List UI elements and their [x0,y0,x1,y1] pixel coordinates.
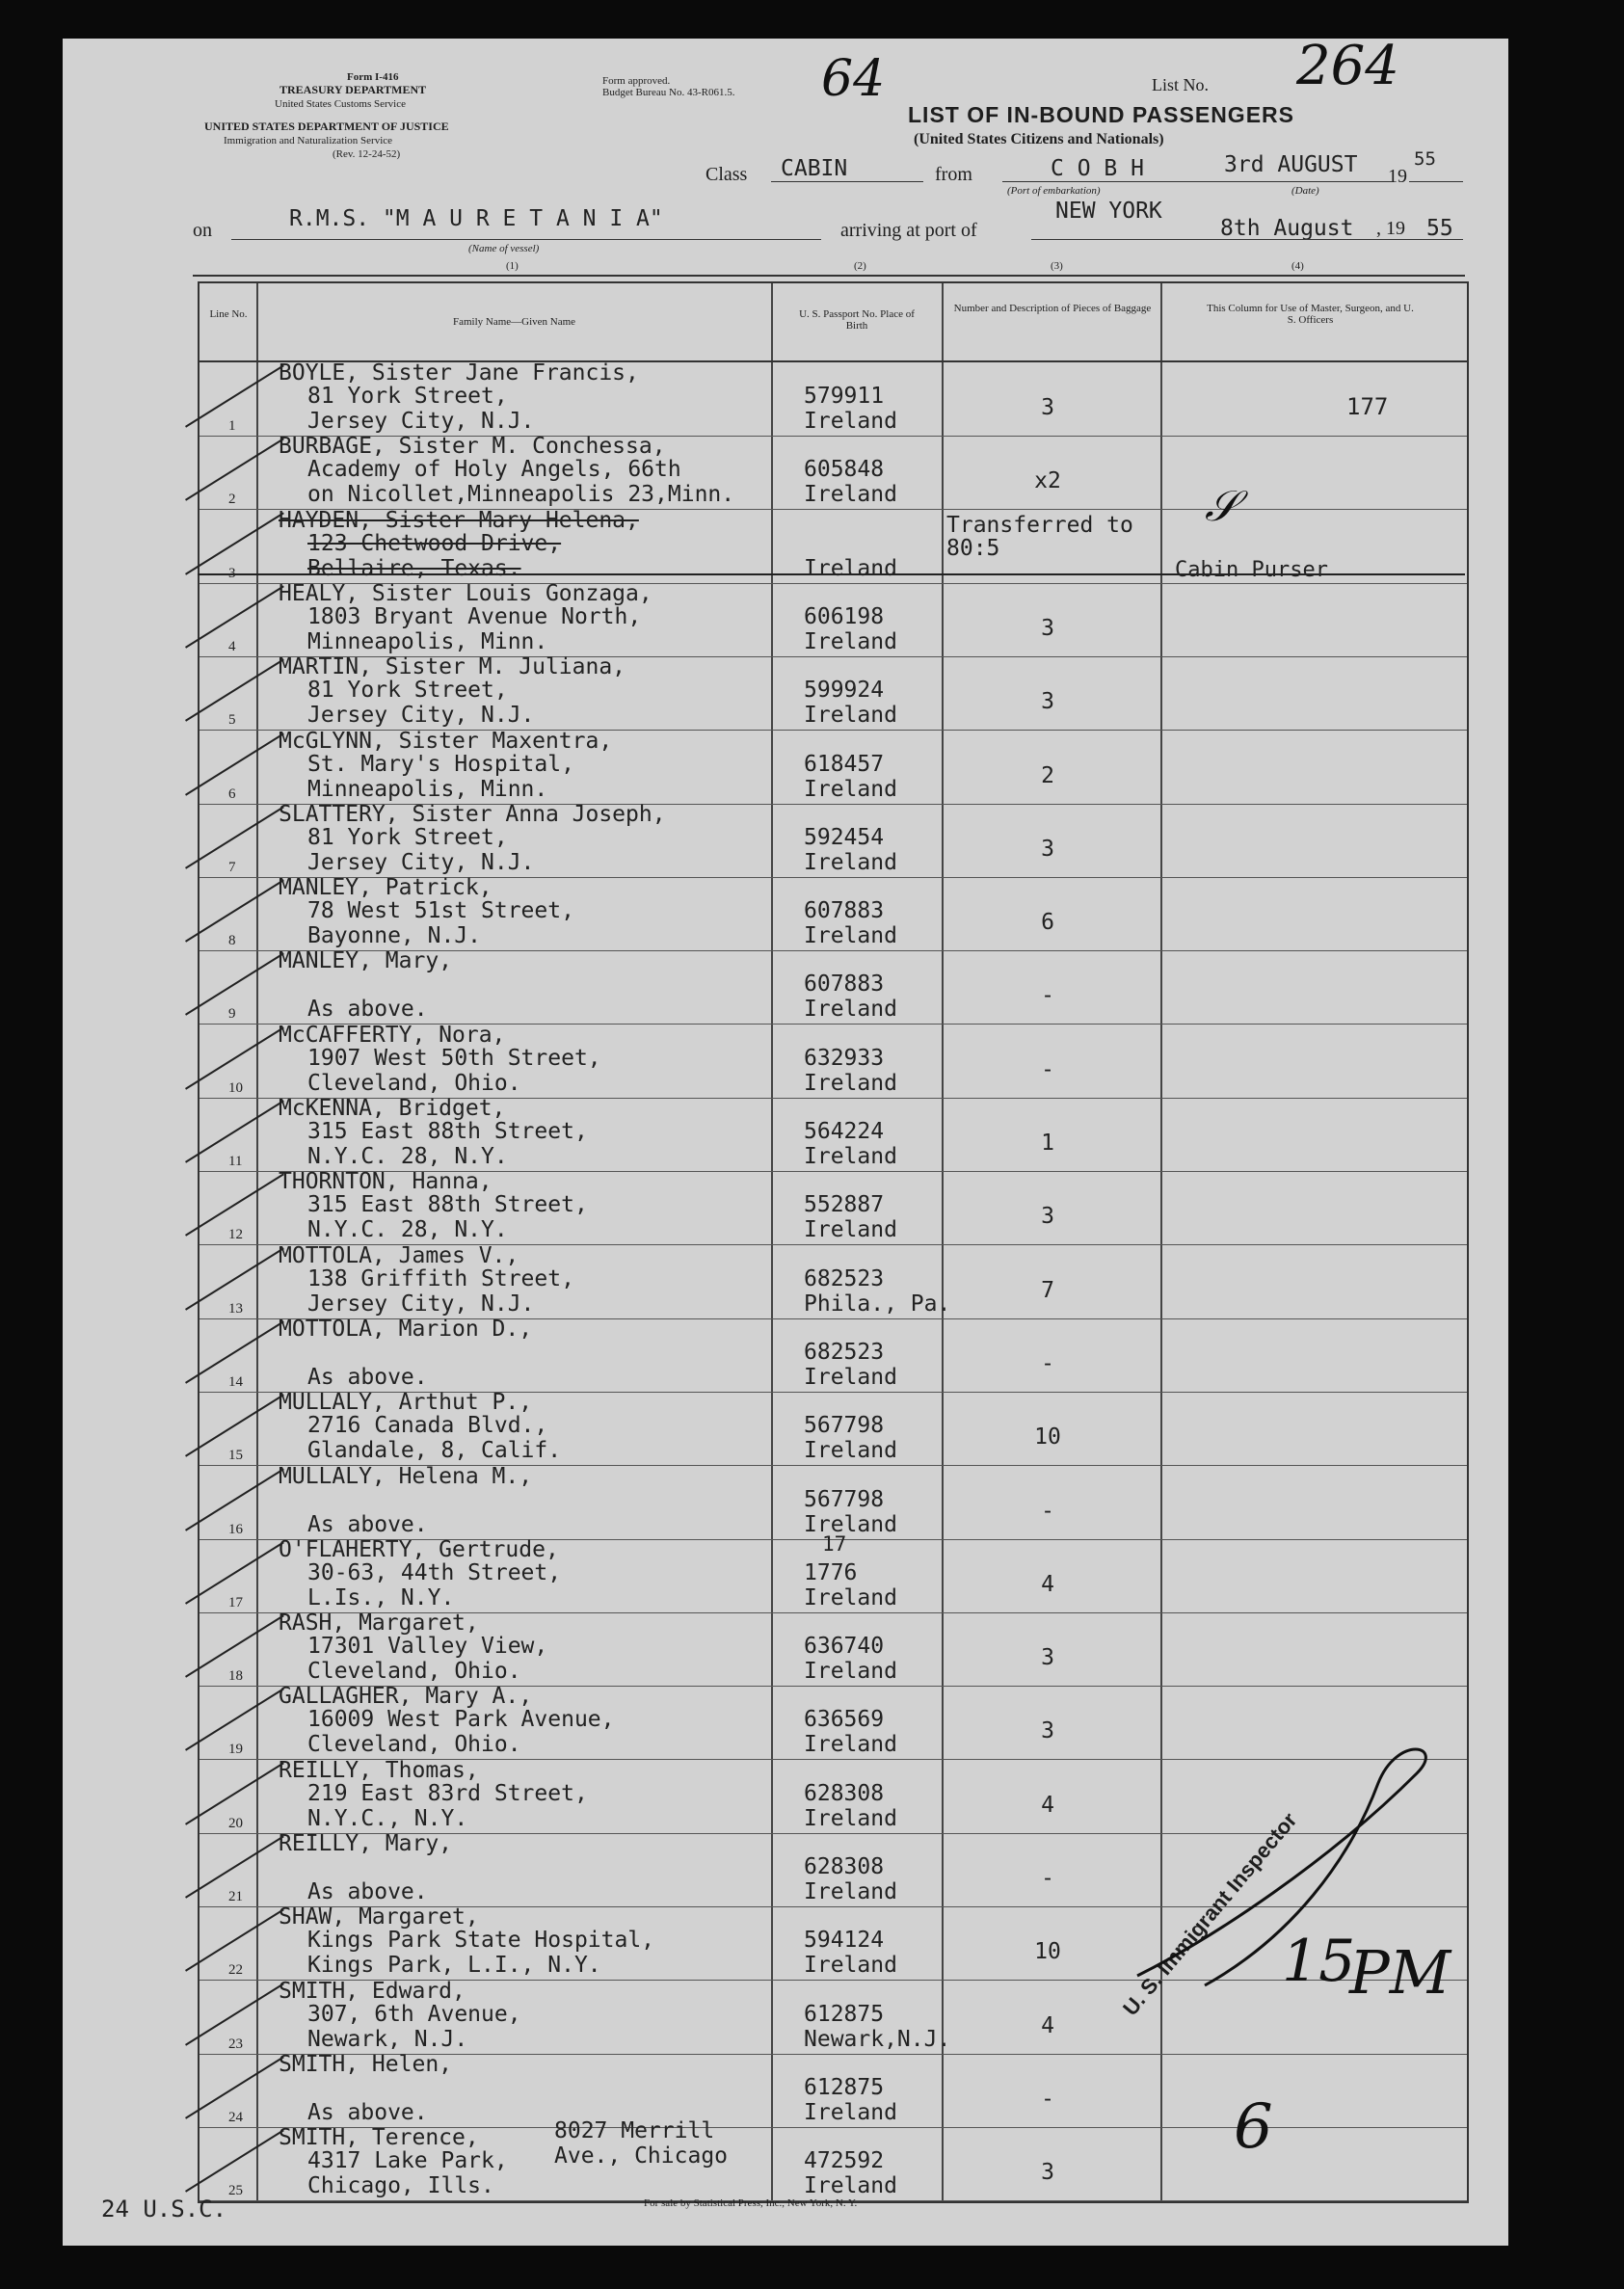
line-number: 5 [228,712,236,729]
place-of-birth: Ireland [804,776,897,802]
address-line-2: Bellaire, Texas. [307,555,521,581]
table-row [200,1612,1467,1686]
passport-number: 628308 [804,1854,885,1879]
line-number: 4 [228,638,236,654]
address-line-1: 17301 Valley View, [307,1634,548,1660]
passport-number: 552887 [804,1192,885,1218]
baggage-count: 4 [1041,1571,1054,1597]
passenger-name: BOYLE, Sister Jane Francis, [279,360,639,386]
statute-reference: 24 U.S.C. [101,2196,227,2222]
address-line-2: Newark, N.J. [307,2026,468,2052]
line-number: 18 [228,1668,243,1685]
line-number: 9 [228,1006,236,1023]
passport-number: 605848 [804,457,885,483]
address-line-1: 315 East 88th Street, [307,1119,588,1144]
passport-number: 682523 [804,1265,885,1291]
page-title: LIST OF IN-BOUND PASSENGERS [908,102,1294,127]
baggage-count: 3 [1041,2160,1054,2186]
table-row [200,801,1467,877]
baggage-count: 3 [1041,1204,1054,1230]
arrival-date: 8th August [1220,216,1354,241]
table-row [200,2051,1467,2127]
passenger-name: SMITH, Helen, [279,2051,453,2077]
justice-label: UNITED STATES DEPARTMENT OF JUSTICE [204,120,449,133]
place-of-birth: Newark,N.J. [804,2026,951,2052]
line-number: 2 [228,492,236,508]
passenger-name: O'FLAHERTY, Gertrude, [279,1536,559,1562]
place-of-birth: Ireland [804,1584,897,1610]
address-line-1: 219 East 83rd Street, [307,1780,588,1806]
date-caption: (Date) [1291,185,1319,197]
baggage-count: 4 [1041,2012,1054,2038]
vessel-underline [231,239,821,240]
line-number: 6 [228,785,236,802]
place-of-birth: Ireland [804,923,897,949]
address-line-1: 123 Chetwood Drive, [307,530,562,556]
passenger-name: RASH, Margaret, [279,1610,479,1637]
arriving-label: arriving at port of [840,220,977,241]
passport-number: 1776 [804,1559,858,1585]
place-of-birth: Ireland [804,1879,897,1904]
baggage-count: 3 [1041,1645,1054,1671]
passport-number: 632933 [804,1045,885,1071]
form-approved: Form approved. [602,75,671,87]
place-of-birth: Ireland [804,2173,897,2199]
vessel-name: R.M.S. "M A U R E T A N I A" [289,206,663,231]
from-label: from [935,164,972,185]
passenger-name: McCAFFERTY, Nora, [279,1022,506,1048]
cancelled-row-strike [198,573,1465,575]
address-line-2: Jersey City, N.J. [307,703,535,729]
time-hour: 6 [1234,2091,1273,2163]
place-of-birth: Ireland [804,1438,897,1464]
address-line-1: 30-63, 44th Street, [307,1559,562,1585]
inspector-stamp: U. S. Immigrant Inspector [1118,1807,1302,2021]
address-line-2: Jersey City, N.J. [307,1291,535,1317]
passport-number: 682523 [804,1339,885,1365]
address-line-2: Jersey City, N.J. [307,409,535,434]
passport-number: 599924 [804,678,885,704]
table-row [200,728,1467,804]
time-minutes: 15 [1282,1928,1356,1995]
line-number: 15 [228,1448,243,1464]
table-row [200,950,1467,1024]
col-header-name: Family Name—Given Name [452,316,576,328]
passport-number: 636569 [804,1707,885,1733]
passport-number: 594124 [804,1928,885,1954]
passenger-name: MULLALY, Helena M., [279,1463,533,1489]
table-row [200,1318,1467,1392]
smith-new-address-2: Ave., Chicago [554,2143,729,2169]
place-of-birth: Ireland [804,2099,897,2125]
line-number: 1 [228,418,236,434]
address-line-2: Chicago, Ills. [307,2173,494,2199]
address-line-1: 1907 West 50th Street, [307,1045,601,1071]
passenger-name: REILLY, Mary, [279,1831,453,1856]
revision-label: (Rev. 12-24-52) [333,148,401,160]
address-line-1: 2716 Canada Blvd., [307,1413,548,1439]
place-of-birth: Ireland [804,1070,897,1096]
place-of-birth: Ireland [804,555,897,581]
arrival-underline [1031,239,1463,240]
col-ref-1: (1) [506,260,519,272]
place-of-birth: Ireland [804,703,897,729]
treasury-label: TREASURY DEPARTMENT [280,83,427,96]
line-number: 11 [228,1154,243,1169]
baggage-count: 3 [1041,615,1054,641]
address-line-2: As above. [307,1879,428,1904]
table-row [200,1171,1467,1244]
passenger-name: McKENNA, Bridget, [279,1096,506,1121]
baggage-count: 7 [1041,1277,1054,1303]
baggage-count: - [1041,1866,1054,1891]
passport-number: 579911 [804,384,885,409]
passenger-name: GALLAGHER, Mary A., [279,1684,533,1710]
page-subtitle: (United States Citizens and Nationals) [914,131,1164,147]
table-row [200,436,1467,509]
passenger-name: MARTIN, Sister M. Juliana, [279,654,626,680]
arrival-port: NEW YORK [1055,199,1162,224]
address-line-2: Cleveland, Ohio. [307,1732,521,1758]
table-row [200,2127,1467,2200]
passenger-name: SHAW, Margaret, [279,1904,479,1930]
year-underline [1409,181,1463,182]
form-number: Form I-416 [347,71,399,83]
place-of-birth: Ireland [804,1953,897,1979]
vessel-caption: (Name of vessel) [468,243,540,254]
passenger-name: REILLY, Thomas, [279,1757,479,1783]
row17-annotation: 17 [822,1532,847,1556]
line-number: 12 [228,1227,243,1243]
from-value: C O B H [1051,156,1144,181]
baggage-count: x2 [1034,468,1061,494]
table-row [200,1463,1467,1539]
address-line-1: 78 West 51st Street, [307,898,574,924]
baggage-count: - [1041,1056,1054,1082]
col-header-baggage: Number and Description of Pieces of Baggage [953,303,1152,314]
passport-number: 612875 [804,2001,885,2027]
baggage-count: 3 [1041,1718,1054,1744]
passport-number: 607883 [804,971,885,998]
address-line-1: 4317 Lake Park, [307,2148,508,2174]
passport-number: 592454 [804,824,885,850]
line-number: 14 [228,1373,243,1390]
from-underline [1002,181,1393,182]
passenger-name: MOTTOLA, James V., [279,1242,519,1268]
smith-new-address-1: 8027 Merrill [554,2118,715,2143]
table-row [200,1242,1467,1318]
passport-number: 606198 [804,603,885,629]
class-label: Class [706,164,748,185]
passport-number: 564224 [804,1119,885,1144]
printer-credit: For sale by Statistical Press, Inc., New York, N. Y. [644,2197,858,2209]
baggage-note: Transferred to 80:5 [946,512,1133,561]
place-of-birth: Ireland [804,1805,897,1831]
line-number: 7 [228,859,236,875]
place-of-birth: Ireland [804,482,897,508]
on-label: on [193,220,212,241]
col-header-line: Line No. [209,308,248,320]
line-number: 3 [228,565,236,581]
passport-number: 567798 [804,1413,885,1439]
passenger-name: SMITH, Terence, [279,2125,479,2151]
passport-number: 618457 [804,751,885,777]
place-of-birth: Ireland [804,997,897,1023]
address-line-2: As above. [307,2099,428,2125]
line-number: 13 [228,1300,243,1317]
passport-number: 472592 [804,2148,885,2174]
passport-number: 567798 [804,1486,885,1512]
line-number: 20 [228,1815,243,1831]
baggage-count: - [1041,2086,1054,2112]
address-line-1: 81 York Street, [307,384,508,409]
list-no-value: 264 [1296,35,1399,97]
baggage-count: - [1041,1498,1054,1524]
address-line-2: Bayonne, N.J. [307,923,482,949]
place-of-birth: Ireland [804,1511,897,1537]
address-line-2: As above. [307,1364,428,1390]
table-row [200,1098,1467,1171]
class-underline [771,181,923,182]
col-header-officers: This Column for Use of Master, Surgeon, and U. S. Officers [1207,303,1414,326]
address-line-1: Academy of Holy Angels, 66th [307,457,681,483]
address-line-2: As above. [307,1511,428,1537]
place-of-birth: Ireland [804,849,897,875]
baggage-count: 3 [1041,836,1054,862]
address-line-2: Minneapolis, Minn. [307,628,548,654]
address-line-2: Jersey City, N.J. [307,849,535,875]
address-line-2: Cleveland, Ohio. [307,1659,521,1685]
officer-note: Cabin Purser [1175,557,1328,582]
place-of-birth: Phila., Pa. [804,1291,951,1317]
address-line-2: L.Is., N.Y. [307,1584,455,1610]
table-row [200,656,1467,730]
line-number: 10 [228,1079,243,1096]
year-prefix: 19 [1388,166,1407,187]
place-of-birth: Ireland [804,1732,897,1758]
address-line-1: 307, 6th Avenue, [307,2001,521,2027]
arrival-year: 55 [1426,216,1453,241]
address-line-1: 138 Griffith Street, [307,1265,574,1291]
place-of-birth: Ireland [804,1659,897,1685]
purser-signature: 𝒮 [1205,482,1238,531]
baggage-count: 10 [1034,1939,1061,1965]
address-line-1: 16009 West Park Avenue, [307,1707,615,1733]
col-ref-4: (4) [1291,260,1304,272]
table-row [200,362,1467,436]
address-line-2: N.Y.C. 28, N.Y. [307,1144,508,1169]
list-no-label: List No. [1152,75,1210,94]
arrival-year-prefix: , 19 [1376,218,1405,239]
handwritten-number: 64 [821,50,886,108]
baggage-count: 3 [1041,689,1054,715]
passport-number: 628308 [804,1780,885,1806]
address-line-2: N.Y.C. 28, N.Y. [307,1217,508,1243]
place-of-birth: Ireland [804,409,897,434]
passenger-name: McGLYNN, Sister Maxentra, [279,728,613,754]
passenger-name: HEALY, Sister Louis Gonzaga, [279,580,652,606]
line-number: 22 [228,1962,243,1979]
from-date: 3rd AUGUST [1224,152,1358,177]
passenger-name: SMITH, Edward, [279,1978,466,2004]
col-header-passport: U. S. Passport No. Place of Birth [799,308,915,332]
table-row [200,877,1467,950]
baggage-count: - [1041,1350,1054,1376]
passenger-name: THORNTON, Hanna, [279,1169,493,1195]
place-of-birth: Ireland [804,1364,897,1390]
col-ref-3: (3) [1051,260,1063,272]
ins-label: Immigration and Naturalization Service [224,135,393,146]
address-line-1: St. Mary's Hospital, [307,751,574,777]
address-line-1: 315 East 88th Street, [307,1192,588,1218]
address-line-2: Minneapolis, Minn. [307,776,548,802]
address-line-2: N.Y.C., N.Y. [307,1805,468,1831]
passenger-name: BURBAGE, Sister M. Conchessa, [279,434,666,460]
address-line-1: 1803 Bryant Avenue North, [307,603,642,629]
place-of-birth: Ireland [804,1144,897,1169]
col-ref-2: (2) [854,260,866,272]
passport-number: 607883 [804,898,885,924]
line-number: 23 [228,2036,243,2052]
address-line-2: Glandale, 8, Calif. [307,1438,562,1464]
baggage-count: 2 [1041,762,1054,788]
passenger-name: HAYDEN, Sister Mary Helena, [279,507,639,533]
passenger-name: MOTTOLA, Marion D., [279,1316,533,1342]
line-number: 17 [228,1594,243,1610]
address-line-1: 81 York Street, [307,678,508,704]
line-number: 16 [228,1521,243,1537]
address-line-2: Cleveland, Ohio. [307,1070,521,1096]
table-row [200,580,1467,656]
table-row [200,507,1467,583]
line-number: 19 [228,1742,243,1758]
class-value: CABIN [781,156,848,181]
passenger-name: SLATTERY, Sister Anna Joseph, [279,801,666,827]
place-of-birth: Ireland [804,1217,897,1243]
passport-number: 612875 [804,2074,885,2100]
baggage-count: 4 [1041,1792,1054,1818]
baggage-count: 3 [1041,395,1054,420]
year-value: 55 [1414,148,1436,170]
port-caption: (Port of embarkation) [1007,185,1101,197]
line-number: 24 [228,2109,243,2125]
address-line-2: Kings Park, L.I., N.Y. [307,1953,601,1979]
header-rule [193,275,1465,277]
address-line-1: 81 York Street, [307,824,508,850]
budget-number: Budget Bureau No. 43-R061.5. [602,87,735,98]
passport-number: 636740 [804,1634,885,1660]
customs-label: United States Customs Service [275,98,406,110]
table-row [200,1022,1467,1098]
line-number: 21 [228,1889,243,1904]
address-line-2: As above. [307,997,428,1023]
passenger-name: MANLEY, Mary, [279,948,453,974]
passenger-name: MULLALY, Arthut P., [279,1390,533,1416]
place-of-birth: Ireland [804,628,897,654]
baggage-count: 10 [1034,1424,1061,1451]
address-line-1: Kings Park State Hospital, [307,1928,655,1954]
address-line-2: on Nicollet,Minneapolis 23,Minn. [307,482,735,508]
time-pm: PM [1349,1937,1451,2008]
baggage-count: 1 [1041,1131,1054,1156]
officer-note: 177 [1346,393,1389,420]
line-number: 8 [228,933,236,949]
baggage-count: 6 [1041,910,1054,936]
passenger-name: MANLEY, Patrick, [279,875,493,901]
baggage-count: - [1041,983,1054,1009]
line-number: 25 [228,2183,243,2199]
table-row [200,1392,1467,1465]
